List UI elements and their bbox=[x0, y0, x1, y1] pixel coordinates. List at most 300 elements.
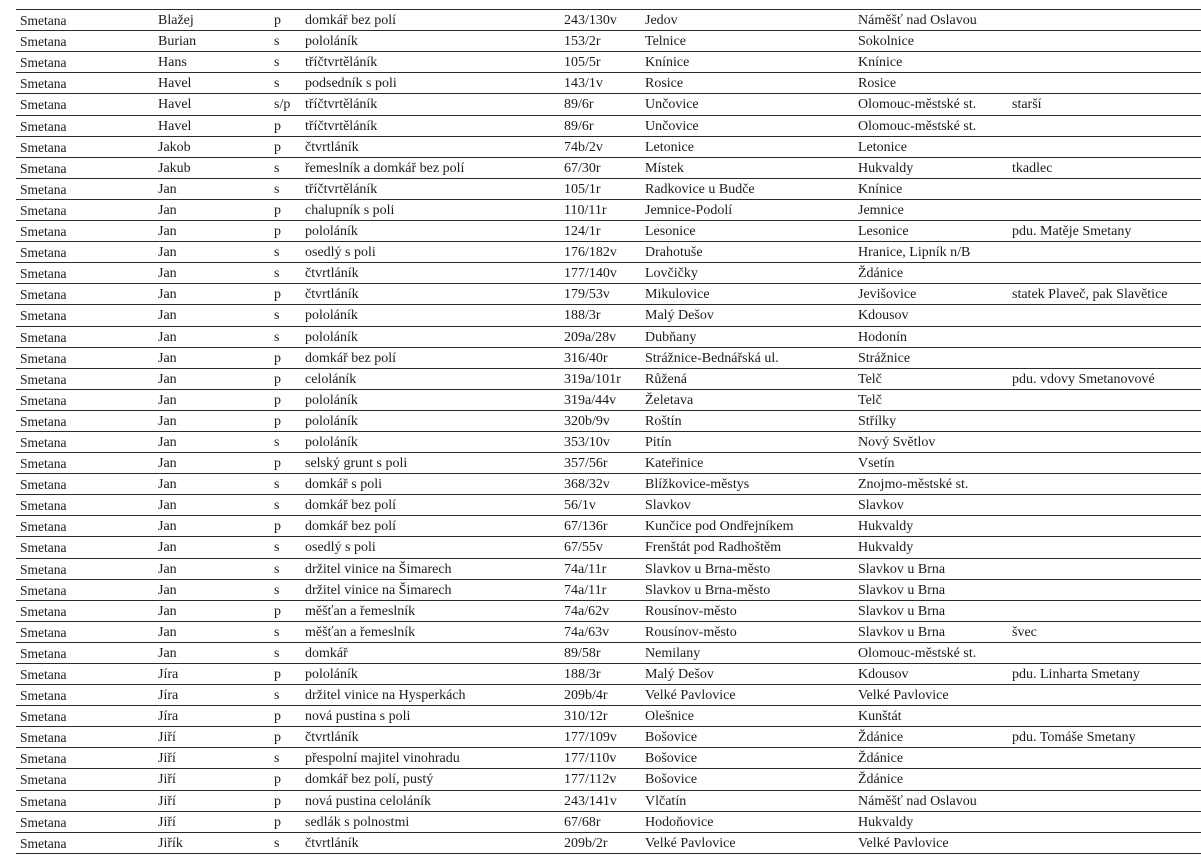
surname-cell: Smetana bbox=[20, 371, 67, 387]
surname-cell: Smetana bbox=[20, 688, 67, 704]
type-cell: p bbox=[274, 667, 281, 682]
status-cell: domkář s poli bbox=[305, 477, 382, 493]
domain-cell: Znojmo-městské st. bbox=[858, 477, 969, 493]
type-cell: s bbox=[274, 329, 280, 345]
table-row bbox=[16, 727, 1201, 748]
place-cell: Vlčatín bbox=[645, 793, 687, 809]
table-row bbox=[16, 52, 1201, 73]
reference-cell: 105/1r bbox=[564, 181, 601, 197]
table-row bbox=[16, 94, 1201, 115]
domain-cell: Ždánice bbox=[858, 751, 904, 767]
type-cell: s bbox=[274, 540, 280, 556]
status-cell: pololáník bbox=[305, 224, 358, 240]
status-cell: držitel vinice na Hysperkách bbox=[305, 688, 466, 704]
surname-cell: Smetana bbox=[20, 603, 67, 619]
table-row bbox=[16, 495, 1201, 516]
domain-cell: Slavkov bbox=[858, 498, 904, 514]
table-row bbox=[16, 685, 1201, 706]
given-name-cell: Jan bbox=[158, 392, 177, 408]
given-name-cell: Jíra bbox=[158, 667, 179, 682]
place-cell: Kateřinice bbox=[645, 456, 704, 472]
reference-cell: 243/130v bbox=[564, 13, 617, 29]
note-cell: pdu. vdovy Smetanovové bbox=[1012, 371, 1155, 387]
domain-cell: Náměšť nad Oslavou bbox=[858, 13, 977, 29]
type-cell: s bbox=[274, 308, 280, 324]
reference-cell: 74a/11r bbox=[564, 582, 607, 598]
domain-cell: Olomouc-městské st. bbox=[858, 97, 977, 113]
status-cell: držitel vinice na Šimarech bbox=[305, 582, 452, 598]
type-cell: s bbox=[274, 266, 280, 282]
given-name-cell: Burian bbox=[158, 34, 197, 50]
table-row bbox=[16, 748, 1201, 769]
reference-cell: 67/30r bbox=[564, 160, 601, 176]
surname-cell: Smetana bbox=[20, 308, 67, 324]
status-cell: měšťan a řemeslník bbox=[305, 603, 416, 619]
domain-cell: Knínice bbox=[858, 55, 903, 71]
place-cell: Lesonice bbox=[645, 224, 696, 240]
domain-cell: Hukvaldy bbox=[858, 540, 914, 556]
status-cell: pololáník bbox=[305, 434, 358, 450]
given-name-cell: Jan bbox=[158, 645, 177, 661]
table-row bbox=[16, 179, 1201, 200]
given-name-cell: Jan bbox=[158, 202, 177, 218]
surname-cell: Smetana bbox=[20, 245, 67, 261]
given-name-cell: Jiří bbox=[158, 730, 176, 746]
reference-cell: 353/10v bbox=[564, 434, 610, 450]
note-cell: pdu. Matěje Smetany bbox=[1012, 224, 1132, 240]
domain-cell: Slavkov u Brna bbox=[858, 624, 946, 640]
place-cell: Malý Dešov bbox=[645, 308, 714, 324]
domain-cell: Ždánice bbox=[858, 266, 904, 282]
type-cell: p bbox=[274, 730, 281, 746]
status-cell: nová pustina celoláník bbox=[305, 793, 431, 809]
domain-cell: Telč bbox=[858, 392, 882, 408]
given-name-cell: Jan bbox=[158, 266, 177, 282]
given-name-cell: Jan bbox=[158, 329, 177, 345]
domain-cell: Kunštát bbox=[858, 709, 902, 725]
type-cell: p bbox=[274, 371, 281, 387]
table-row bbox=[16, 200, 1201, 221]
place-cell: Želetava bbox=[645, 392, 694, 408]
place-cell: Strážnice-Bednářská ul. bbox=[645, 350, 779, 366]
place-cell: Hodoňovice bbox=[645, 814, 714, 830]
type-cell: s/p bbox=[274, 97, 291, 113]
domain-cell: Slavkov u Brna bbox=[858, 561, 946, 577]
given-name-cell: Jan bbox=[158, 624, 177, 640]
place-cell: Telnice bbox=[645, 34, 686, 50]
domain-cell: Slavkov u Brna bbox=[858, 603, 946, 619]
status-cell: osedlý s poli bbox=[305, 245, 376, 261]
surname-cell: Smetana bbox=[20, 118, 67, 134]
given-name-cell: Jiří bbox=[158, 814, 176, 830]
reference-cell: 67/55v bbox=[564, 540, 603, 556]
place-cell: Slavkov u Brna-město bbox=[645, 582, 771, 598]
surname-cell: Smetana bbox=[20, 76, 67, 92]
status-cell: pololáník bbox=[305, 392, 358, 408]
given-name-cell: Jan bbox=[158, 181, 177, 197]
surname-cell: Smetana bbox=[20, 477, 67, 493]
place-cell: Velké Pavlovice bbox=[645, 688, 736, 704]
given-name-cell: Jan bbox=[158, 582, 177, 598]
status-cell: osedlý s poli bbox=[305, 540, 376, 556]
status-cell: domkář bbox=[305, 645, 348, 661]
table-row bbox=[16, 327, 1201, 348]
status-cell: pololáník bbox=[305, 34, 358, 50]
status-cell: domkář bez polí, pustý bbox=[305, 772, 434, 788]
table-row bbox=[16, 833, 1201, 854]
surname-cell: Smetana bbox=[20, 814, 67, 830]
table-row bbox=[16, 0, 1201, 10]
status-cell: tříčtvrtěláník bbox=[305, 55, 378, 71]
status-cell: přespolní majitel vinohradu bbox=[305, 751, 460, 767]
surname-cell: Smetana bbox=[20, 434, 67, 450]
surname-cell: Smetana bbox=[20, 224, 67, 240]
given-name-cell: Jíra bbox=[158, 709, 179, 725]
reference-cell: 74a/11r bbox=[564, 561, 607, 577]
domain-cell: Lesonice bbox=[858, 224, 909, 240]
status-cell: tříčtvrtěláník bbox=[305, 97, 378, 113]
table-row bbox=[16, 601, 1201, 622]
place-cell: Lovčičky bbox=[645, 266, 698, 282]
reference-cell: 67/136r bbox=[564, 519, 608, 535]
table-row bbox=[16, 116, 1201, 137]
status-cell: pololáník bbox=[305, 308, 358, 324]
type-cell: s bbox=[274, 434, 280, 450]
given-name-cell: Jan bbox=[158, 224, 177, 240]
reference-cell: 74b/2v bbox=[564, 139, 603, 155]
surname-cell: Smetana bbox=[20, 413, 67, 429]
note-cell: tkadlec bbox=[1012, 160, 1053, 176]
place-cell: Letonice bbox=[645, 139, 694, 155]
reference-cell: 209b/2r bbox=[564, 835, 608, 851]
domain-cell: Strážnice bbox=[858, 350, 911, 366]
status-cell: chalupník s poli bbox=[305, 202, 395, 218]
given-name-cell: Jakub bbox=[158, 160, 191, 176]
reference-cell: 319a/101r bbox=[564, 371, 621, 387]
reference-cell: 56/1v bbox=[564, 498, 596, 514]
domain-cell: Nový Světlov bbox=[858, 434, 936, 450]
domain-cell: Hukvaldy bbox=[858, 519, 914, 535]
place-cell: Jedov bbox=[645, 13, 678, 29]
register-table bbox=[16, 0, 1201, 854]
place-cell: Rosice bbox=[645, 76, 684, 92]
place-cell: Unčovice bbox=[645, 97, 699, 113]
type-cell: p bbox=[274, 456, 281, 472]
domain-cell: Rosice bbox=[858, 76, 897, 92]
given-name-cell: Havel bbox=[158, 97, 192, 113]
domain-cell: Kdousov bbox=[858, 667, 909, 682]
table-row bbox=[16, 706, 1201, 727]
given-name-cell: Jan bbox=[158, 456, 177, 472]
note-cell: švec bbox=[1012, 624, 1037, 640]
domain-cell: Knínice bbox=[858, 181, 903, 197]
surname-cell: Smetana bbox=[20, 287, 67, 303]
surname-cell: Smetana bbox=[20, 13, 67, 29]
reference-cell: 209b/4r bbox=[564, 688, 608, 704]
place-cell: Místek bbox=[645, 160, 684, 176]
reference-cell: 89/6r bbox=[564, 118, 594, 134]
place-cell: Jemnice-Podolí bbox=[645, 202, 733, 218]
reference-cell: 316/40r bbox=[564, 350, 608, 366]
type-cell: p bbox=[274, 139, 281, 155]
note-cell: pdu. Tomáše Smetany bbox=[1012, 730, 1136, 746]
domain-cell: Letonice bbox=[858, 139, 907, 155]
table-row bbox=[16, 559, 1201, 580]
status-cell: čtvrtláník bbox=[305, 139, 359, 155]
table-row bbox=[16, 284, 1201, 305]
table-row bbox=[16, 369, 1201, 390]
status-cell: řemeslník a domkář bez polí bbox=[305, 160, 465, 176]
place-cell: Kunčice pod Ondřejníkem bbox=[645, 519, 794, 535]
reference-cell: 179/53v bbox=[564, 287, 610, 303]
surname-cell: Smetana bbox=[20, 730, 67, 746]
given-name-cell: Blažej bbox=[158, 13, 194, 29]
table-row bbox=[16, 390, 1201, 411]
note-cell: statek Plaveč, pak Slavětice bbox=[1012, 287, 1168, 303]
place-cell: Frenštát pod Radhoštěm bbox=[645, 540, 782, 556]
reference-cell: 153/2r bbox=[564, 34, 601, 50]
given-name-cell: Havel bbox=[158, 118, 192, 134]
type-cell: s bbox=[274, 582, 280, 598]
type-cell: p bbox=[274, 202, 281, 218]
domain-cell: Jevišovice bbox=[858, 287, 917, 303]
status-cell: pololáník bbox=[305, 413, 358, 429]
domain-cell: Olomouc-městské st. bbox=[858, 645, 977, 661]
type-cell: p bbox=[274, 793, 281, 809]
domain-cell: Kdousov bbox=[858, 308, 909, 324]
surname-cell: Smetana bbox=[20, 561, 67, 577]
given-name-cell: Jan bbox=[158, 287, 177, 303]
place-cell: Knínice bbox=[645, 55, 690, 71]
domain-cell: Jemnice bbox=[858, 202, 904, 218]
domain-cell: Náměšť nad Oslavou bbox=[858, 793, 977, 809]
table-row bbox=[16, 73, 1201, 94]
reference-cell: 74a/63v bbox=[564, 624, 610, 640]
status-cell: čtvrtláník bbox=[305, 266, 359, 282]
domain-cell: Střílky bbox=[858, 413, 897, 429]
reference-cell: 74a/62v bbox=[564, 603, 610, 619]
domain-cell: Vsetín bbox=[858, 456, 895, 472]
table-row bbox=[16, 158, 1201, 179]
domain-cell: Hodonín bbox=[858, 329, 907, 345]
surname-cell: Smetana bbox=[20, 329, 67, 345]
type-cell: p bbox=[274, 709, 281, 725]
surname-cell: Smetana bbox=[20, 835, 67, 851]
type-cell: s bbox=[274, 835, 280, 851]
surname-cell: Smetana bbox=[20, 772, 67, 788]
status-cell: měšťan a řemeslník bbox=[305, 624, 416, 640]
reference-cell: 176/182v bbox=[564, 245, 617, 261]
reference-cell: 188/3r bbox=[564, 308, 601, 324]
place-cell: Unčovice bbox=[645, 118, 699, 134]
given-name-cell: Jiří bbox=[158, 751, 176, 767]
surname-cell: Smetana bbox=[20, 709, 67, 725]
reference-cell: 89/6r bbox=[564, 97, 594, 113]
given-name-cell: Jan bbox=[158, 413, 177, 429]
table-row bbox=[16, 221, 1201, 242]
domain-cell: Hukvaldy bbox=[858, 160, 914, 176]
type-cell: s bbox=[274, 160, 280, 176]
type-cell: p bbox=[274, 350, 281, 366]
note-cell: pdu. Linharta Smetany bbox=[1012, 667, 1140, 682]
table-row bbox=[16, 791, 1201, 812]
reference-cell: 357/56r bbox=[564, 456, 608, 472]
status-cell: držitel vinice na Šimarech bbox=[305, 561, 452, 577]
status-cell: pololáník bbox=[305, 329, 358, 345]
domain-cell: Telč bbox=[858, 371, 882, 387]
reference-cell: 310/12r bbox=[564, 709, 608, 725]
domain-cell: Sokolnice bbox=[858, 34, 914, 50]
reference-cell: 243/141v bbox=[564, 793, 617, 809]
surname-cell: Smetana bbox=[20, 624, 67, 640]
surname-cell: Smetana bbox=[20, 139, 67, 155]
type-cell: s bbox=[274, 561, 280, 577]
type-cell: s bbox=[274, 245, 280, 261]
reference-cell: 188/3r bbox=[564, 667, 601, 682]
status-cell: pololáník bbox=[305, 667, 358, 682]
type-cell: p bbox=[274, 118, 281, 134]
type-cell: s bbox=[274, 751, 280, 767]
surname-cell: Smetana bbox=[20, 97, 67, 113]
given-name-cell: Jan bbox=[158, 519, 177, 535]
reference-cell: 89/58r bbox=[564, 645, 601, 661]
type-cell: s bbox=[274, 498, 280, 514]
type-cell: p bbox=[274, 13, 281, 29]
domain-cell: Slavkov u Brna bbox=[858, 582, 946, 598]
given-name-cell: Jíra bbox=[158, 688, 179, 704]
given-name-cell: Jan bbox=[158, 371, 177, 387]
status-cell: čtvrtláník bbox=[305, 835, 359, 851]
type-cell: p bbox=[274, 224, 281, 240]
given-name-cell: Jiří bbox=[158, 793, 176, 809]
type-cell: s bbox=[274, 76, 280, 92]
given-name-cell: Jan bbox=[158, 498, 177, 514]
type-cell: p bbox=[274, 519, 281, 535]
type-cell: s bbox=[274, 477, 280, 493]
type-cell: s bbox=[274, 34, 280, 50]
reference-cell: 368/32v bbox=[564, 477, 610, 493]
reference-cell: 320b/9v bbox=[564, 413, 610, 429]
table-row bbox=[16, 537, 1201, 558]
table-row bbox=[16, 305, 1201, 326]
type-cell: p bbox=[274, 603, 281, 619]
given-name-cell: Havel bbox=[158, 76, 192, 92]
place-cell: Pitín bbox=[645, 434, 672, 450]
place-cell: Blížkovice-městys bbox=[645, 477, 750, 493]
status-cell: nová pustina s poli bbox=[305, 709, 411, 725]
type-cell: p bbox=[274, 772, 281, 788]
type-cell: s bbox=[274, 688, 280, 704]
type-cell: p bbox=[274, 413, 281, 429]
given-name-cell: Jiří bbox=[158, 772, 176, 788]
surname-cell: Smetana bbox=[20, 667, 67, 682]
reference-cell: 177/109v bbox=[564, 730, 617, 746]
reference-cell: 177/112v bbox=[564, 772, 617, 788]
surname-cell: Smetana bbox=[20, 266, 67, 282]
reference-cell: 143/1v bbox=[564, 76, 603, 92]
table-row bbox=[16, 242, 1201, 263]
surname-cell: Smetana bbox=[20, 582, 67, 598]
type-cell: s bbox=[274, 55, 280, 71]
type-cell: p bbox=[274, 392, 281, 408]
status-cell: čtvrtláník bbox=[305, 730, 359, 746]
surname-cell: Smetana bbox=[20, 793, 67, 809]
table-row bbox=[16, 137, 1201, 158]
table-row bbox=[16, 516, 1201, 537]
surname-cell: Smetana bbox=[20, 498, 67, 514]
table-row bbox=[16, 348, 1201, 369]
table-row bbox=[16, 769, 1201, 790]
status-cell: domkář bez polí bbox=[305, 519, 396, 535]
place-cell: Nemilany bbox=[645, 645, 701, 661]
table-row bbox=[16, 31, 1201, 52]
type-cell: p bbox=[274, 287, 281, 303]
place-cell: Malý Dešov bbox=[645, 667, 714, 682]
surname-cell: Smetana bbox=[20, 34, 67, 50]
status-cell: celoláník bbox=[305, 371, 357, 387]
table-row bbox=[16, 474, 1201, 495]
place-cell: Olešnice bbox=[645, 709, 694, 725]
table-row bbox=[16, 411, 1201, 432]
place-cell: Radkovice u Budče bbox=[645, 181, 755, 197]
surname-cell: Smetana bbox=[20, 160, 67, 176]
status-cell: sedlák s polnostmi bbox=[305, 814, 410, 830]
surname-cell: Smetana bbox=[20, 55, 67, 71]
reference-cell: 110/11r bbox=[564, 202, 607, 218]
given-name-cell: Hans bbox=[158, 55, 187, 71]
table-row bbox=[16, 580, 1201, 601]
table-row bbox=[16, 622, 1201, 643]
type-cell: s bbox=[274, 181, 280, 197]
given-name-cell: Jan bbox=[158, 350, 177, 366]
type-cell: p bbox=[274, 814, 281, 830]
given-name-cell: Jan bbox=[158, 561, 177, 577]
domain-cell: Hukvaldy bbox=[858, 814, 914, 830]
reference-cell: 177/140v bbox=[564, 266, 617, 282]
given-name-cell: Jan bbox=[158, 540, 177, 556]
given-name-cell: Jan bbox=[158, 477, 177, 493]
reference-cell: 105/5r bbox=[564, 55, 601, 71]
table-row bbox=[16, 664, 1201, 685]
domain-cell: Ždánice bbox=[858, 772, 904, 788]
surname-cell: Smetana bbox=[20, 350, 67, 366]
reference-cell: 177/110v bbox=[564, 751, 617, 767]
surname-cell: Smetana bbox=[20, 392, 67, 408]
note-cell: starší bbox=[1012, 97, 1042, 113]
table-row bbox=[16, 10, 1201, 31]
status-cell: selský grunt s poli bbox=[305, 456, 408, 472]
place-cell: Bošovice bbox=[645, 751, 698, 767]
status-cell: domkář bez polí bbox=[305, 350, 396, 366]
place-cell: Bošovice bbox=[645, 730, 698, 746]
place-cell: Bošovice bbox=[645, 772, 698, 788]
place-cell: Slavkov bbox=[645, 498, 691, 514]
table-row bbox=[16, 812, 1201, 833]
place-cell: Rousínov-město bbox=[645, 603, 737, 619]
surname-cell: Smetana bbox=[20, 456, 67, 472]
domain-cell: Ždánice bbox=[858, 730, 904, 746]
reference-cell: 319a/44v bbox=[564, 392, 617, 408]
table-row bbox=[16, 432, 1201, 453]
reference-cell: 67/68r bbox=[564, 814, 601, 830]
given-name-cell: Jan bbox=[158, 434, 177, 450]
place-cell: Drahotuše bbox=[645, 245, 703, 261]
surname-cell: Smetana bbox=[20, 540, 67, 556]
status-cell: tříčtvrtěláník bbox=[305, 181, 378, 197]
surname-cell: Smetana bbox=[20, 645, 67, 661]
surname-cell: Smetana bbox=[20, 519, 67, 535]
table-row bbox=[16, 643, 1201, 664]
